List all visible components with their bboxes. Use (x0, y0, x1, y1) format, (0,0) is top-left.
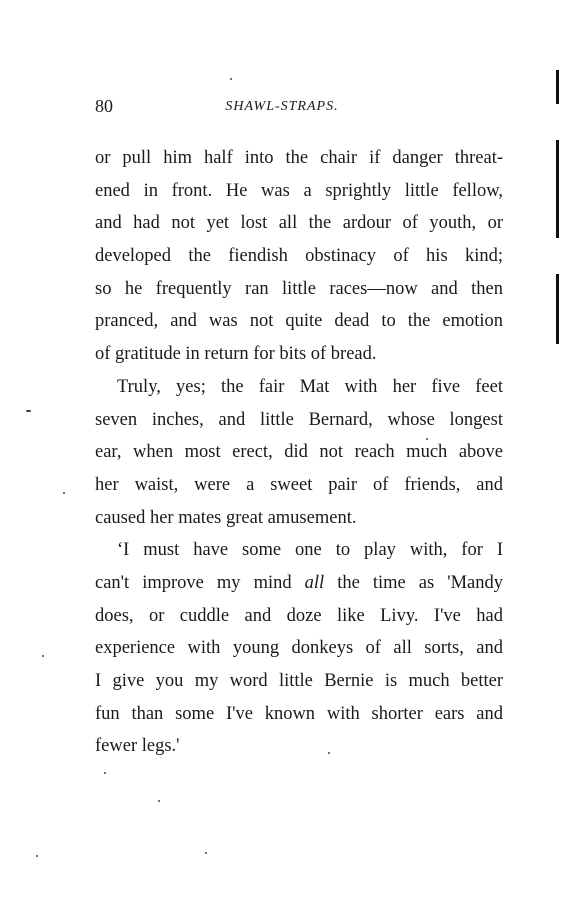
page-number: 80 (95, 96, 113, 116)
paragraph-start-line: Truly, yes; the fair Mat with her five feet (117, 376, 503, 397)
scan-speck (328, 752, 330, 754)
text-line: fun than some I've known with shorter ears and (95, 703, 503, 724)
scan-margin-bar (556, 70, 559, 104)
text-segment: can't improve my mind (95, 572, 292, 593)
text-line: ened in front. He was a sprightly little fellow, (95, 180, 503, 201)
text-line: her waist, were a sweet pair of friends, and (95, 474, 503, 495)
text-line: experience with young donkeys of all sorts, and (95, 638, 503, 659)
scan-speck (26, 410, 31, 412)
scan-speck (36, 855, 38, 857)
text-line: ear, when most erect, did not reach much above (95, 442, 503, 463)
running-title: SHAWL-STRAPS. (225, 99, 339, 114)
scan-speck (230, 78, 232, 80)
paragraph-start-line: ‘I must have some one to play with, for I (117, 540, 503, 561)
scan-margin-bar (556, 140, 559, 238)
text-line: pranced, and was not quite dead to the emotion (95, 311, 503, 332)
paragraph-end-line: fewer legs.' (95, 736, 180, 757)
paragraph-end-line: of gratitude in return for bits of bread. (95, 344, 377, 365)
scan-speck (104, 772, 106, 774)
emphasized-word: all (304, 572, 325, 593)
text-line-with-emphasis (95, 567, 503, 600)
body-text (95, 142, 503, 763)
text-line: and had not yet lost all the ardour of youth, or (95, 213, 503, 234)
scan-speck (426, 438, 428, 440)
text-line: does, or cuddle and doze like Livy. I've had (95, 605, 503, 626)
scan-margin-bar (556, 274, 559, 344)
text-line: seven inches, and little Bernard, whose longest (95, 409, 503, 430)
scan-speck (158, 800, 160, 802)
text-line: developed the fiendish obstinacy of his kind; (95, 246, 503, 267)
text-line: so he frequently ran little races—now and then (95, 278, 503, 299)
scan-speck (205, 852, 207, 854)
text-line: or pull him half into the chair if danger threat- (95, 148, 503, 168)
paragraph-end-line: caused her mates great amusement. (95, 507, 357, 528)
text-line: I give you my word little Bernie is much better (95, 671, 503, 691)
text-segment: the time as 'Mandy (337, 572, 504, 593)
scan-speck (63, 492, 65, 494)
scan-speck (42, 655, 44, 657)
